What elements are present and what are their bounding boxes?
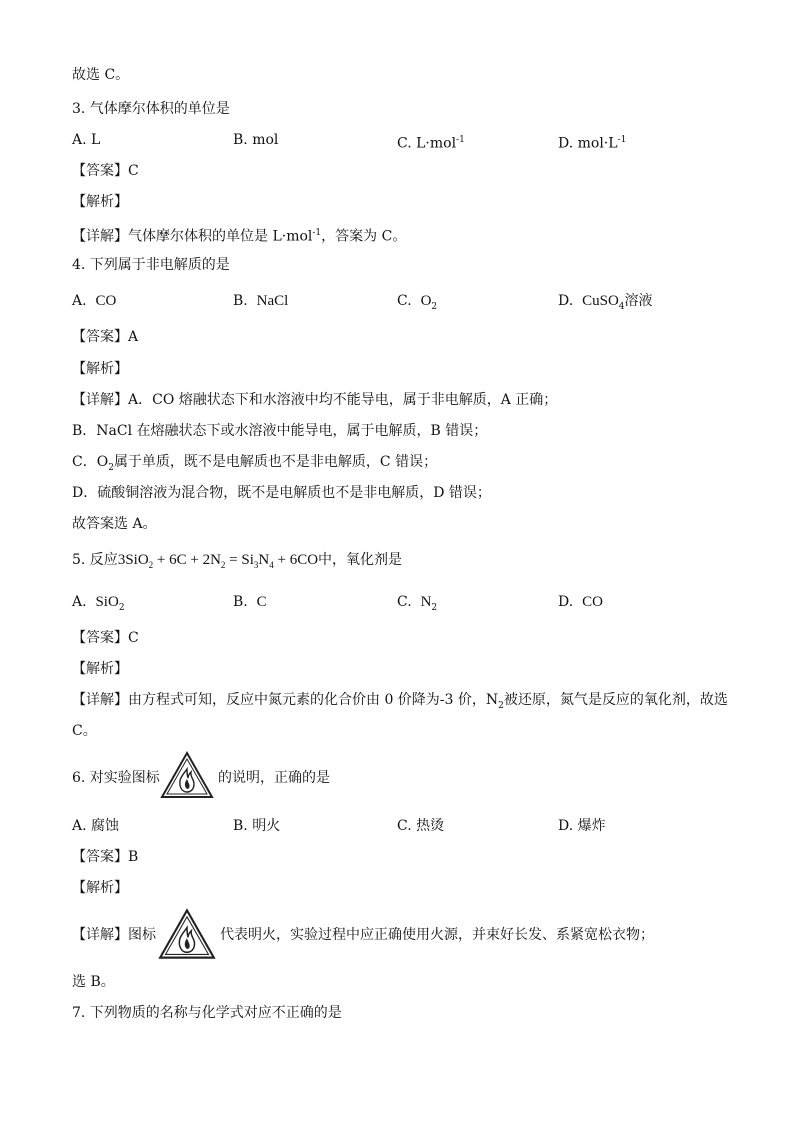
q6-option-d: D. 爆炸 <box>558 818 606 834</box>
q4-detail-a: 【详解】A．CO 熔融状态下和水溶液中均不能导电，属于非电解质，A 正确； <box>72 392 558 408</box>
q3-detail: 【详解】气体摩尔体积的单位是 L·mol$^{-1}$，答案为 C。 <box>72 228 407 245</box>
q4-answer: 【答案】A <box>72 329 139 345</box>
q4-conclusion: 故答案选 A。 <box>72 516 157 532</box>
q3-option-c: C. L·mol$^{-1}$ <box>397 135 465 152</box>
q4-detail-c: C．$O_2$属于单质，既不是电解质也不是非电解质，C 错误； <box>72 454 438 473</box>
q4-stem: 4. 下列属于非电解质的是 <box>72 257 230 273</box>
q4-option-c: C. $O_2$ <box>397 293 438 312</box>
open-flame-warning-icon <box>158 908 216 960</box>
q4-detail-b: B．NaCl 在熔融状态下或水溶液中能导电，属于电解质，B 错误； <box>72 423 488 439</box>
q5-equation: $3SiO_2 + 6C + 2N_2 = Si_3N_4 + 6CO$ <box>117 552 319 570</box>
q6-analysis: 【解析】 <box>72 880 128 896</box>
q5-detail-continued: C。 <box>72 723 97 739</box>
q5-detail: 【详解】由方程式可知，反应中氮元素的化合价由 0 价降为-3 价，$N_2$被还原，氮气是反应的氧化剂，故选 <box>72 692 728 711</box>
q4-option-b: B. NaCl <box>233 293 289 309</box>
q4-detail-d: D．硫酸铜溶液为混合物，既不是电解质也不是非电解质，D 错误； <box>72 485 491 501</box>
q5-option-b: B. C <box>233 594 267 610</box>
open-flame-warning-icon <box>160 751 214 799</box>
q5-answer: 【答案】C <box>72 630 139 646</box>
q3-option-b: B. mol <box>233 132 279 148</box>
q6-conclusion: 选 B。 <box>72 974 115 990</box>
q4-analysis: 【解析】 <box>72 361 128 377</box>
q5-analysis: 【解析】 <box>72 661 128 677</box>
q5-stem: 5. 反应$3SiO_2 + 6C + 2N_2 = Si_3N_4 + 6CO$中，氧化剂是 <box>72 552 403 570</box>
q6-detail-prefix: 【详解】图标 <box>72 927 156 943</box>
q6-detail-suffix: 代表明火，实验过程中应正确使用火源，并束好长发、系紧宽松衣物； <box>220 927 654 943</box>
q3-analysis: 【解析】 <box>72 194 128 210</box>
q6-answer: 【答案】B <box>72 849 139 865</box>
q4-option-d: D. CuSO$_4$溶液 <box>558 293 653 312</box>
q6-stem-prefix: 6. 对实验图标 <box>72 770 160 786</box>
q5-option-a: A. SiO$_2$ <box>72 594 125 613</box>
q5-option-d: D. CO <box>558 594 603 610</box>
prev-conclusion: 故选 C。 <box>72 67 130 83</box>
q3-option-d: D. $mol\cdot L^{-1}$ <box>558 135 627 152</box>
q6-option-a: A. 腐蚀 <box>72 818 120 834</box>
q3-answer: 【答案】C <box>72 163 139 179</box>
q6-stem-suffix: 的说明，正确的是 <box>218 770 330 786</box>
q7-stem: 7. 下列物质的名称与化学式对应不正确的是 <box>72 1005 342 1021</box>
q6-option-c: C. 热烫 <box>397 818 445 834</box>
q3-option-a: A. L <box>72 132 101 148</box>
q6-option-b: B. 明火 <box>233 818 281 834</box>
q4-option-a: A. CO <box>72 293 117 309</box>
q3-stem: 3. 气体摩尔体积的单位是 <box>72 101 230 117</box>
q5-option-c: C. $N_2$ <box>397 594 438 613</box>
